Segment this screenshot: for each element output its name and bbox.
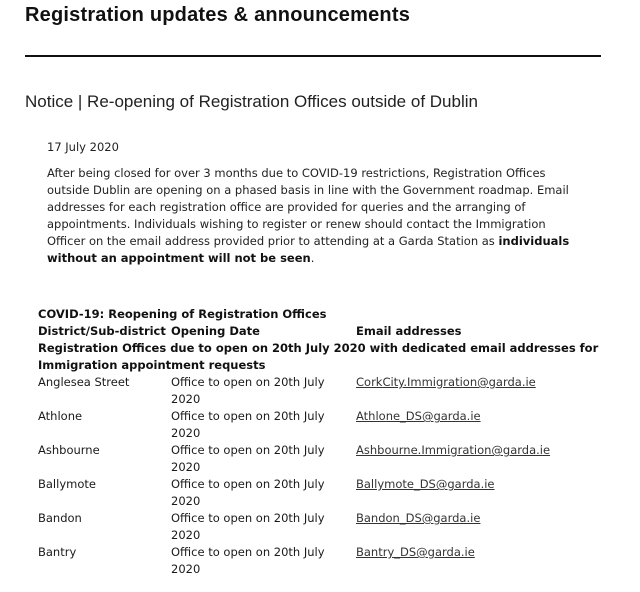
table-header-row [38,323,608,340]
title-divider [25,55,601,57]
table-row [38,408,608,442]
email-cell [356,476,608,510]
registration-offices-table [38,323,608,578]
table-row [38,544,608,578]
email-link[interactable]: Ballymote_DS@garda.ie [356,477,495,491]
district-cell: Athlone [38,409,83,423]
district-cell: Anglesea Street [38,375,130,389]
notice-body-text: After being closed for over 3 months due to COVID-19 restrictions, Registration Offices outside Dublin are opening on a phased basis in line with the Government roadmap. Email addresses for each registration office are provided for queries and the arranging of appointments. Individuals wishing to register or renew should contact the Immigration Officer on the email address provided prior to attending at a Garda Station as [47,166,569,248]
email-cell [356,544,608,578]
opening-date-cell: Office to open on 20th July 2020 [171,545,325,576]
email-link[interactable]: Ashbourne.Immigration@garda.ie [356,443,551,457]
page-title: Registration updates & announcements [25,4,411,26]
district-cell: Bantry [38,545,77,559]
notice-date: 17 July 2020 [47,140,119,154]
column-header-opening-date: Opening Date [171,324,260,338]
table-row [38,510,608,544]
table-row [38,442,608,476]
column-header-email: Email addresses [356,324,462,338]
notice-body [47,165,587,267]
email-cell [356,510,608,544]
email-cell [356,374,608,408]
notice-body-end: . [310,251,315,265]
section-heading: Registration Offices due to open on 20th July 2020 with dedicated email addresses for Immigration appointment requests [38,341,599,372]
opening-date-cell: Office to open on 20th July 2020 [171,443,325,474]
district-cell: Ballymote [38,477,96,491]
district-cell: Ashbourne [38,443,100,457]
email-link[interactable]: Bandon_DS@garda.ie [356,511,481,525]
opening-date-cell: Office to open on 20th July 2020 [171,511,325,542]
notice-title: Notice | Re-opening of Registration Offices outside of Dublin [25,92,478,111]
email-link[interactable]: CorkCity.Immigration@garda.ie [356,375,536,389]
table-caption: COVID-19: Reopening of Registration Offices [38,307,327,321]
opening-date-cell: Office to open on 20th July 2020 [171,409,325,440]
opening-date-cell: Office to open on 20th July 2020 [171,477,325,508]
district-cell: Bandon [38,511,82,525]
email-cell [356,442,608,476]
notice-body-emphasis: individuals without an appointment will not be seen [47,234,570,265]
column-header-district: District/Sub-district [38,324,166,338]
email-link[interactable]: Athlone_DS@garda.ie [356,409,481,423]
table-row [38,476,608,510]
registration-offices-table-section [38,306,608,578]
table-row [38,374,608,408]
opening-date-cell: Office to open on 20th July 2020 [171,375,325,406]
email-link[interactable]: Bantry_DS@garda.ie [356,545,475,559]
section-heading-row [38,340,608,374]
email-cell [356,408,608,442]
